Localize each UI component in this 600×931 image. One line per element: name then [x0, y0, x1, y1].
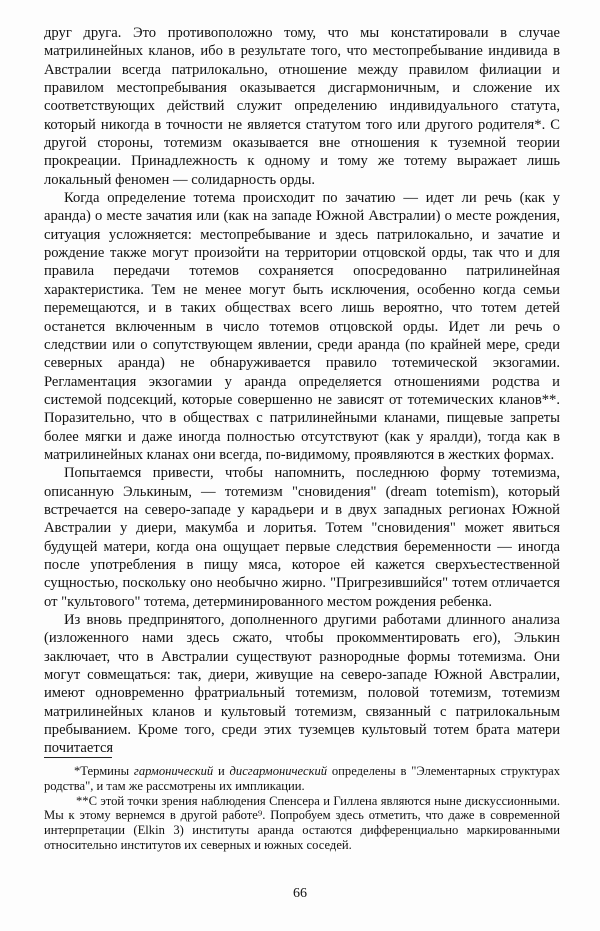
footnote-1-marker: *	[74, 764, 81, 778]
footnote-1: *Термины гармонический и дисгармонический определены в "Элементарных структурах родства", и там же рассмотрены их импликации.	[44, 764, 560, 793]
paragraph-2: Когда определение тотема происходит по зачатию — идет ли речь (как у аранда) о месте зачатия или (как на западе Южной Австралии) о месте рождения, ситуация усложняется: местопребывание и здесь патрилокально, и зачатие и рождение также могут произойти на территории отцовской орды, так что и для правила передачи тотемов сохраняется опосредованно патрилинейная характеристика. Тем не менее могут быть исключения, особенно когда семьи перемещаются, и в таких обществах всего лишь вероятно, что тотем детей останется включенным в число тотемов отцовской орды. Идет ли речь о следствии или о сопутствующем явлении, среди аранда (по крайней мере, среди северных аранда) не обнаруживается правило тотемической экзогамии. Регламентация экзогамии у аранда определяется отношениями родства и системой подсекций, которые совершенно не зависят от тотемических кланов**. Поразительно, что в обществах с патрилинейными кланами, пищевые запреты более мягки и даже иногда полностью отсутствуют (как у яралди), тогда как в матрилинейных кланах они всегда, по-видимому, проявляются в жестких формах.	[44, 190, 560, 463]
paragraph-1: друг друга. Это противоположно тому, что мы констатировали в случае матрилинейных кланов, ибо в результате того, что местопребывание индивида в Австралии всегда патрилокально, отношение между правилом филиации и правилом местопребывания оказывается дисгармоничным, и сложение их соответствующих действий служит определению индивидуального статута, который никогда в точности не является статутом того или другого родителя*. С другой стороны, тотемизм оказывается вне отношения к туземной теории прокреации. Принадлежность к одному и тому же тотему выражает лишь локальный феномен — солидарность орды.	[44, 25, 560, 188]
paragraph-3: Попытаемся привести, чтобы напомнить, последнюю форму тотемизма, описанную Элькиным, — тотемизм "сновидения" (dream totemism), который встречается на северо-западе у карадьери и в двух западных регионах Южной Австралии у диери, макумба и лоритья. Тотем "сновидения" может явиться будущей матери, когда она ощущает первые следствия беременности — иногда после употребления в пищу мяса, которое ей кажется сверхъестественной сущностью, поскольку оно необычно жирно. "Пригрезившийся" тотем отличается от "культового" тотема, детерминированного местом рождения ребенка.	[44, 465, 560, 610]
page-number: 66	[293, 886, 307, 901]
footnote-2: **С этой точки зрения наблюдения Спенсера и Гиллена являются ныне дискуссионными. Мы к этому вернемся в другой работе⁹. Попробуем здесь отметить, что даже в современной интерпретации (Elkin 3) институты аранда остаются дифференциально маркированными относительно институтов их северных и южных соседей.	[44, 793, 560, 852]
footnotes	[44, 764, 560, 853]
term-harmonic: гармонический	[133, 764, 214, 778]
footnote-separator	[44, 757, 112, 758]
paragraph-4: Из вновь предпринятого, дополненного другими работами длинного анализа (изложенного нами здесь сжато, чтобы прокомментировать его), Элькин заключает, что в Австралии существуют разнородные формы тотемизма. Они могут совмещаться: так, диери, живущие на северо-западе Южной Австралии, имеют одновременно фратриальный тотемизм, половой тотемизм, тотемизм матрилинейных кланов и культовый тотемизм, связанный с патрилокальным пребыванием. Кроме того, среди этих туземцев культовый тотем брата матери почитается	[44, 612, 560, 757]
main-text	[44, 24, 560, 758]
term-disharmonic: дисгармонический	[229, 764, 328, 778]
